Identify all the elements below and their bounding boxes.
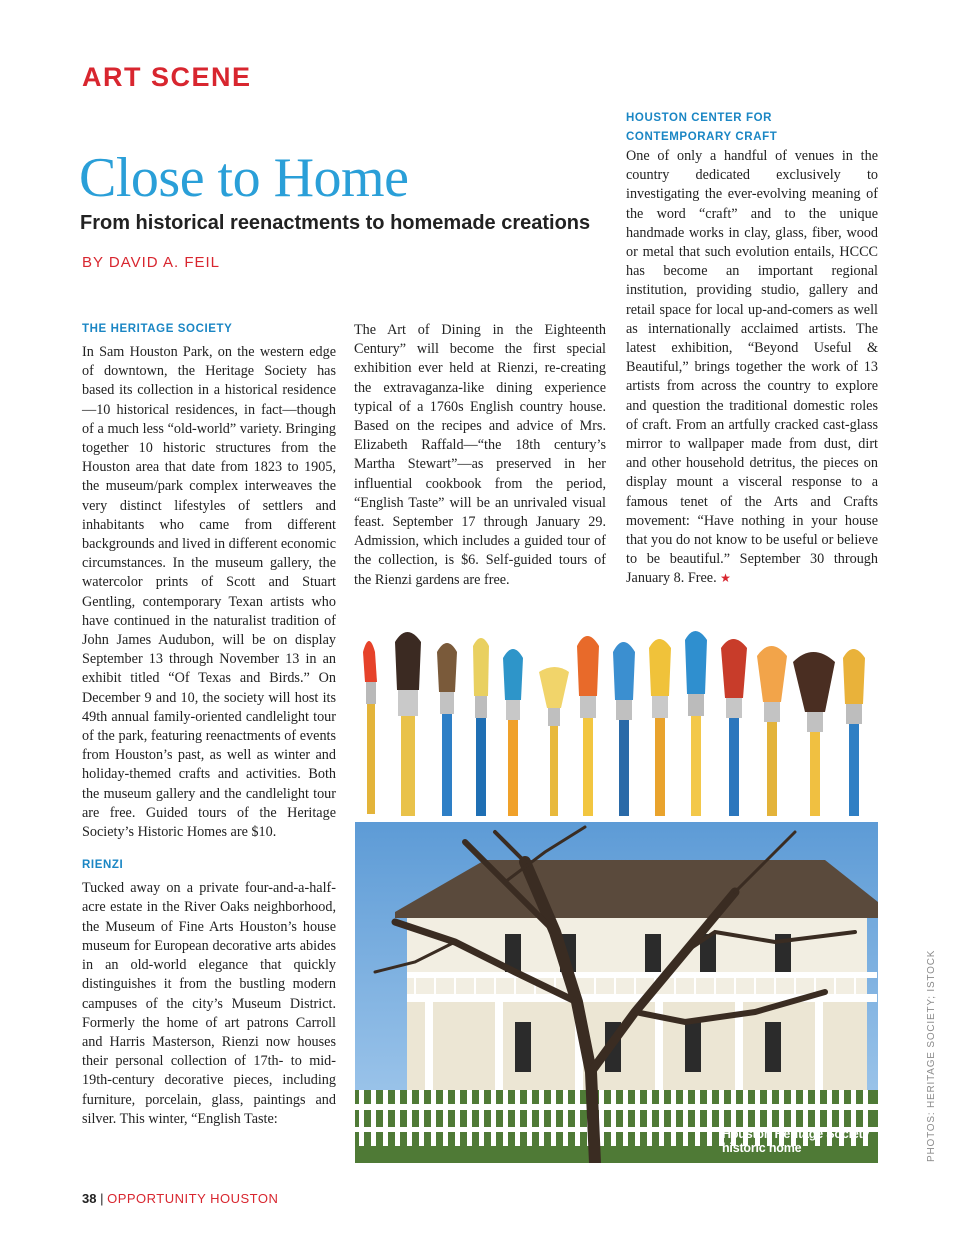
photo-credit: PHOTOS: HERITAGE SOCIETY; ISTOCK	[926, 949, 937, 1162]
paintbrush-icon	[473, 638, 489, 816]
historic-house-illustration	[355, 822, 878, 1163]
paintbrush-icon	[685, 631, 707, 816]
paintbrushes-photo	[355, 612, 878, 818]
paintbrush-icon	[649, 639, 671, 816]
historic-house-photo	[355, 822, 878, 1163]
page-footer	[82, 1191, 278, 1206]
paintbrush-icon	[539, 667, 569, 816]
paintbrush-icon	[757, 646, 787, 816]
heritage-society-heading: THE HERITAGE SOCIETY	[82, 323, 233, 335]
rienzi-body-part2: The Art of Dining in the Eighteenth Century” will become the first special exhibition ever held at Rienzi, re-creating the extravaganza-like dining experience typical of a 1760s English country house. Based on the recipes and advice of Mrs. Elizabeth Raffald—“the 18th century’s Martha Stewart”—as preserved in her influential cookbook from the period, “English Taste” will be an unrivaled visual feast. September 17 through January 29. Admission, which includes a guided tour of the collection, is $6. Self-guided tours of the Rienzi gardens are free.	[354, 322, 606, 588]
end-mark-star-icon: ★	[720, 571, 731, 586]
column-1	[82, 320, 336, 1129]
heritage-society-body: In Sam Houston Park, on the western edge of downtown, the Heritage Society has based its collection in a historical residence—10 historical residences, in fact—though of a much less “old-world” variety. Bringing together 10 historic structures from the Houston area that date from 1823 to 1905, the museum/park complex interweaves the very distinct lifestyles of settlers and inhabitants who came from different backgrounds and lived in different economic circumstances. In the museum gallery, the watercolor prints of Scott and Stuart Gentling, contemporary Texan artists who have continued in the naturalist tradition of John James Audubon, will be on display September 13 through November 13 in an exhibit titled “Of Texas and Birds.” On December 9 and 10, the society will host its 49th annual family-oriented candlelight tour of the park, featuring reenactments of events from Houston’s past, as well as winter and holiday-themed crafts and activities. Both the museum gallery and the candlelight tour are free. Guided tours of the Heritage Society’s Historic Homes are $10.	[82, 344, 336, 841]
paintbrush-icon	[363, 641, 377, 814]
article-subtitle: From historical reenactments to homemade creations	[80, 212, 591, 234]
hccc-body	[626, 147, 878, 589]
paintbrush-icon	[437, 643, 457, 816]
article-title: Close to Home	[79, 147, 409, 209]
house-photo-caption: Houston Heritage Society historic home	[722, 1127, 870, 1155]
paintbrush-icon	[577, 636, 599, 816]
paintbrush-icon	[843, 649, 865, 816]
rienzi-body-part1: Tucked away on a private four-and-a-half-acre estate in the River Oaks neighborhood, the Museum of Fine Arts Houston’s house museum for European decorative arts abides in an old-world elegance that quickly distinguishes it from the bustling modern campuses of the city’s Museum District. Formerly the home of art patrons Carroll and Harris Masterson, Rienzi now houses their personal collection of 17th- to mid-19th-century decorative pieces, including furniture, porcelain, glass, paintings and silver. This winter, “English Taste:	[82, 880, 336, 1127]
paintbrush-icon	[721, 639, 747, 816]
section-kicker: ART SCENE	[82, 62, 252, 92]
hccc-heading	[626, 109, 878, 147]
hccc-body-text: One of only a handful of venues in the country dedicated exclusively to investigating the ever-evolving meaning of the word “craft” and to the unique handmade works in clay, glass, fiber, wood or metal that such evolution entails, HCCC has become an important regional institution, providing studio, gallery and retail space for local up-and-comers as well as internationally acclaimed artists. The latest exhibition, “Beyond Useful & Beautiful,” brings together the work of 13 artists from across the country to explore and question the traditional domestic roles of craft. From an artfully cracked cast-glass mirror to wallpaper made from dust, dirt and other household detritus, the pieces on display mount a visceral response to a famous tenet of the Arts and Crafts movement: “Have nothing in your house that you do not know to be useful or believe to be beautiful.” September 30 through January 8. Free.	[626, 148, 878, 587]
paintbrush-icon	[613, 642, 635, 816]
paintbrush-icon	[503, 649, 523, 816]
page-number: 38	[82, 1191, 97, 1206]
publication-name: OPPORTUNITY HOUSTON	[107, 1191, 279, 1206]
paintbrushes-illustration	[355, 612, 878, 818]
hccc-heading-line1: HOUSTON CENTER FOR	[626, 112, 773, 124]
column-3	[626, 109, 878, 589]
byline: BY DAVID A. FEIL	[82, 254, 220, 271]
hccc-heading-line2: CONTEMPORARY CRAFT	[626, 131, 778, 143]
column-2	[354, 321, 606, 590]
footer-separator: |	[96, 1191, 108, 1206]
rienzi-heading: RIENZI	[82, 859, 124, 872]
paintbrush-icon	[793, 652, 835, 816]
paintbrush-icon	[395, 632, 421, 816]
